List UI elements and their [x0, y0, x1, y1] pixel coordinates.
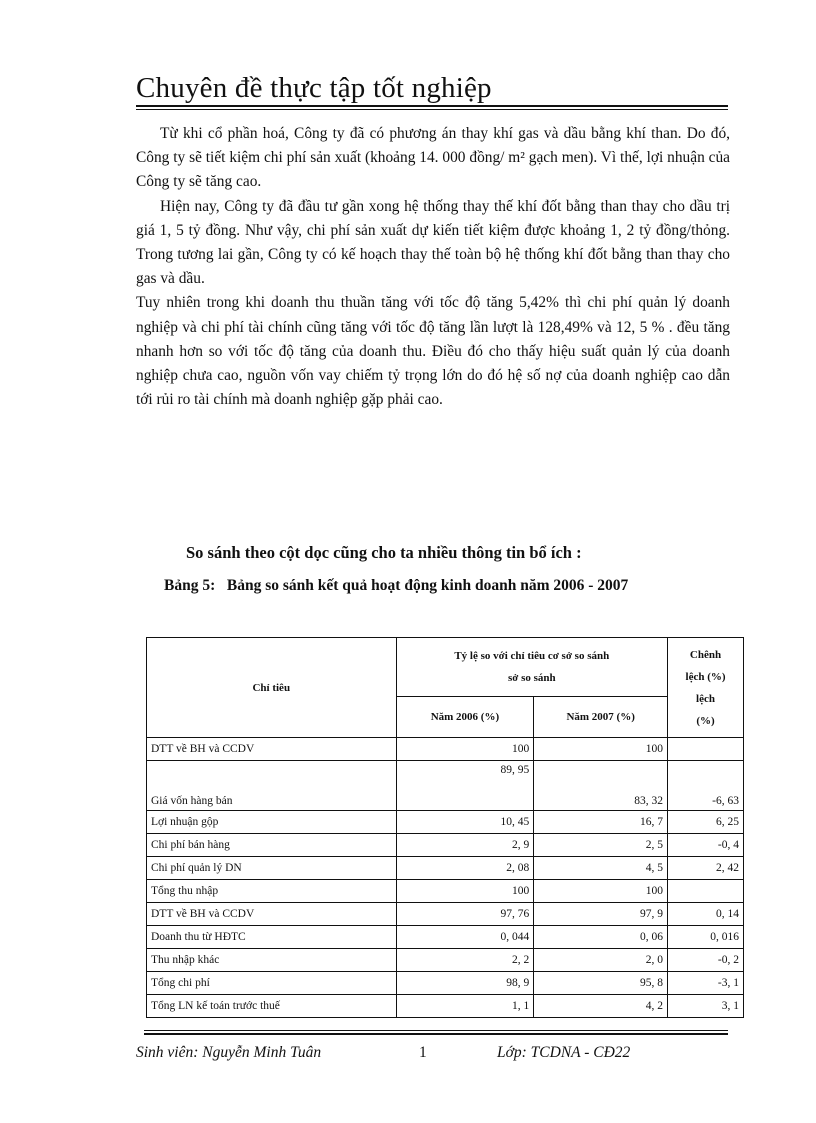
table-row [147, 857, 744, 880]
footer-class: Lớp: TCDNA - CĐ22 [497, 1044, 631, 1061]
row-diff: 6, 25 [668, 811, 744, 834]
header-diff-line4: (%) [696, 714, 715, 727]
row-diff: -6, 63 [668, 761, 744, 811]
header-diff-line1: Chênh [689, 648, 722, 661]
header-diff-line2: lệch (%) [685, 670, 726, 683]
comparison-table [146, 637, 744, 1018]
row-2006: 10, 45 [396, 811, 534, 834]
header-year-2006: Năm 2006 (%) [396, 697, 534, 738]
paragraph: Hiện nay, Công ty đã đầu tư gần xong hệ thống thay thế khí đốt bằng than thay cho dầu trị giá 1, 5 tỷ đồng. Như vậy, chi phí sản xuất dự kiến tiết kiệm được khoảng 1, 2 tỷ đồng/thỏng. Trong tương lai gần, Công ty có kế hoạch thay thế toàn bộ hệ thống khí đốt bằng than thay cho gas và dầu. [136, 197, 730, 288]
row-label: Tổng chi phí [147, 972, 397, 995]
table-row [147, 834, 744, 857]
row-label: DTT về BH và CCDV [147, 738, 397, 761]
row-label: Tổng LN kế toán trước thuế [147, 995, 397, 1018]
row-2006: 89, 95 [396, 761, 534, 811]
header-year-2007: Năm 2007 (%) [534, 697, 668, 738]
row-2006: 2, 2 [396, 949, 534, 972]
row-label: Thu nhập khác [147, 949, 397, 972]
row-label: Doanh thu từ HĐTC [147, 926, 397, 949]
header-rule [136, 105, 728, 107]
row-2006: 100 [396, 880, 534, 903]
row-2007: 0, 06 [534, 926, 668, 949]
row-2007: 16, 7 [534, 811, 668, 834]
row-2006: 2, 9 [396, 834, 534, 857]
body-text [136, 122, 730, 412]
header-indicator: Chỉ tiêu [147, 638, 397, 738]
paragraph: Từ khi cổ phần hoá, Công ty đã có phương án thay khí gas và dầu bằng khí than. Do đó, Công ty sẽ tiết kiệm chi phí sản xuất (khoảng 14. 000 đồng/ m² gạch men). Vì thế, lợi nhuận của Công ty sẽ tăng cao. [136, 125, 730, 191]
header-ratio-line1: Tỷ lệ so với chỉ tiêu cơ sở so sánh [454, 650, 610, 662]
row-2007: 4, 2 [534, 995, 668, 1018]
row-2007: 100 [534, 880, 668, 903]
row-diff: 0, 016 [668, 926, 744, 949]
header-ratio-line2: sở so sánh [507, 672, 556, 684]
table-row [147, 738, 744, 761]
row-2007: 4, 5 [534, 857, 668, 880]
row-diff: -0, 2 [668, 949, 744, 972]
row-2006: 97, 76 [396, 903, 534, 926]
table-row [147, 880, 744, 903]
row-label: Chi phí bán hàng [147, 834, 397, 857]
row-diff: 2, 42 [668, 857, 744, 880]
footer-rule-thin [144, 1030, 728, 1031]
footer-student: Sinh viên: Nguyễn Minh Tuân [136, 1044, 322, 1061]
header-diff-line3: lệch [696, 692, 715, 705]
row-2007: 2, 0 [534, 949, 668, 972]
row-diff: -3, 1 [668, 972, 744, 995]
table-row [147, 949, 744, 972]
header-ratio [396, 638, 668, 697]
row-label: Lợi nhuận gộp [147, 811, 397, 834]
row-label: Chi phí quản lý DN [147, 857, 397, 880]
row-2007: 100 [534, 738, 668, 761]
row-diff: -0, 4 [668, 834, 744, 857]
page-number: 1 [419, 1044, 427, 1061]
row-diff [668, 738, 744, 761]
row-2006: 98, 9 [396, 972, 534, 995]
header-diff [668, 638, 744, 738]
row-2007: 97, 9 [534, 903, 668, 926]
row-2007: 95, 8 [534, 972, 668, 995]
table-row [147, 761, 744, 811]
paragraph: Tuy nhiên trong khi doanh thu thuần tăng với tốc độ tăng 5,42% thì chi phí quản lý doanh nghiệp và chi phí tài chính cũng tăng với tốc độ tăng lần lượt là 128,49% và 12, 5 % . đều tăng nhanh hơn so với tốc độ tăng của doanh thu. Điều đó cho thấy hiệu suất quản lý của doanh nghiệp chưa cao, nguồn vốn vay chiếm tỷ trọng lớn do đó hệ số nợ của doanh nghiệp cao dẫn tới rủi ro tài chính mà doanh nghiệp gặp phải cao. [136, 294, 730, 409]
table-row [147, 926, 744, 949]
row-label: DTT về BH và CCDV [147, 903, 397, 926]
table-caption: Bảng 5: Bảng so sánh kết quả hoạt động kinh doanh năm 2006 - 2007 [164, 577, 629, 594]
header-rule-thin [136, 109, 728, 110]
row-2007: 2, 5 [534, 834, 668, 857]
row-diff: 0, 14 [668, 903, 744, 926]
row-2006: 100 [396, 738, 534, 761]
table-row [147, 972, 744, 995]
row-2007: 83, 32 [534, 761, 668, 811]
row-2006: 2, 08 [396, 857, 534, 880]
row-2006: 1, 1 [396, 995, 534, 1018]
table-row [147, 995, 744, 1018]
row-diff: 3, 1 [668, 995, 744, 1018]
row-2006: 0, 044 [396, 926, 534, 949]
table-row [147, 811, 744, 834]
page-title: Chuyên đề thực tập tốt nghiệp [136, 72, 492, 104]
table-row [147, 903, 744, 926]
row-label: Giá vốn hàng bán [147, 761, 397, 811]
row-diff [668, 880, 744, 903]
section-heading: So sánh theo cột dọc cũng cho ta nhiều thông tin bổ ích : [186, 543, 582, 562]
row-label: Tổng thu nhập [147, 880, 397, 903]
footer-rule [144, 1033, 728, 1035]
